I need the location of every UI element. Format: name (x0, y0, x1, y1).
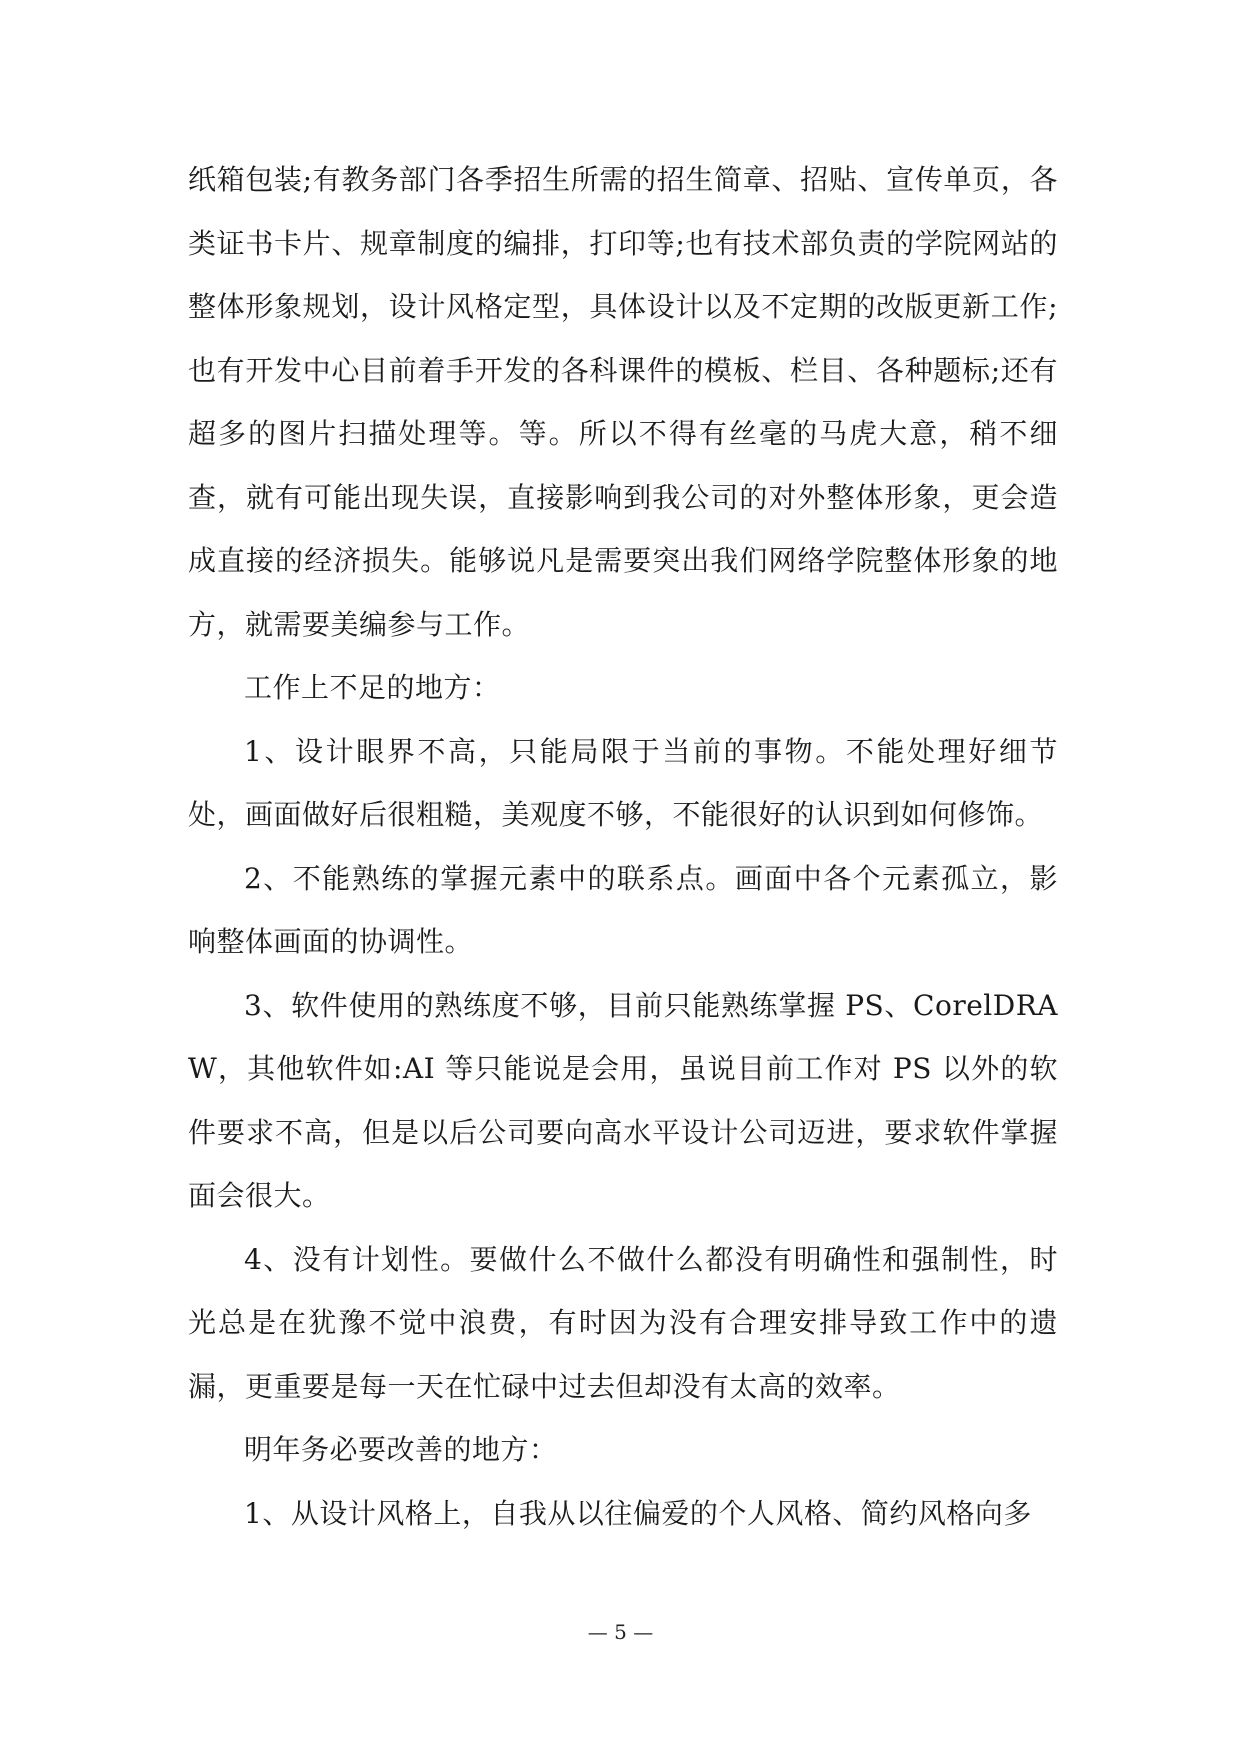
heading-improvements: 明年务必要改善的地方： (244, 1433, 558, 1466)
page-number: — 5 — (587, 1620, 654, 1644)
paragraph-shortcoming-1: 1、设计眼界不高，只能局限于当前的事物。不能处理好细节处，画面做好后很粗糙，美观度不够，不能很好的认识到如何修饰。 (188, 734, 1058, 831)
paragraph-shortcoming-3: 3、软件使用的熟练度不够，目前只能熟练掌握 PS、CorelDRAW，其他软件如:AI 等只能说是会用，虽说目前工作对 PS 以外的软件要求不高，但是以后公司要向高水平设计公司迈进，要求软件掌握面会很大。 (188, 988, 1058, 1212)
paragraph-shortcoming-4: 4、没有计划性。要做什么不做什么都没有明确性和强制性，时光总是在犹豫不觉中浪费，有时因为没有合理安排导致工作中的遗漏，更重要是每一天在忙碌中过去但却没有太高的效率。 (188, 1242, 1058, 1403)
body-text (188, 148, 1058, 1545)
paragraph-improvement-1: 1、从设计风格上，自我从以往偏爱的个人风格、简约风格向多 (244, 1496, 1032, 1530)
paragraph-intro-continued: 纸箱包装;有教务部门各季招生所需的招生简章、招贴、宣传单页，各类证书卡片、规章制度的编排，打印等;也有技术部负责的学院网站的整体形象规划，设计风格定型，具体设计以及不定期的改版更新工作;也有开发中心目前着手开发的各科课件的模板、栏目、各种题标;还有超多的图片扫描处理等。等。所以不得有丝毫的马虎大意，稍不细查，就有可能出现失误，直接影响到我公司的对外整体形象，更会造成直接的经济损失。能够说凡是需要突出我们网络学院整体形象的地方，就需要美编参与工作。 (188, 163, 1058, 641)
heading-shortcomings: 工作上不足的地方： (244, 671, 501, 704)
paragraph-shortcoming-2: 2、不能熟练的掌握元素中的联系点。画面中各个元素孤立，影响整体画面的协调性。 (188, 861, 1058, 958)
